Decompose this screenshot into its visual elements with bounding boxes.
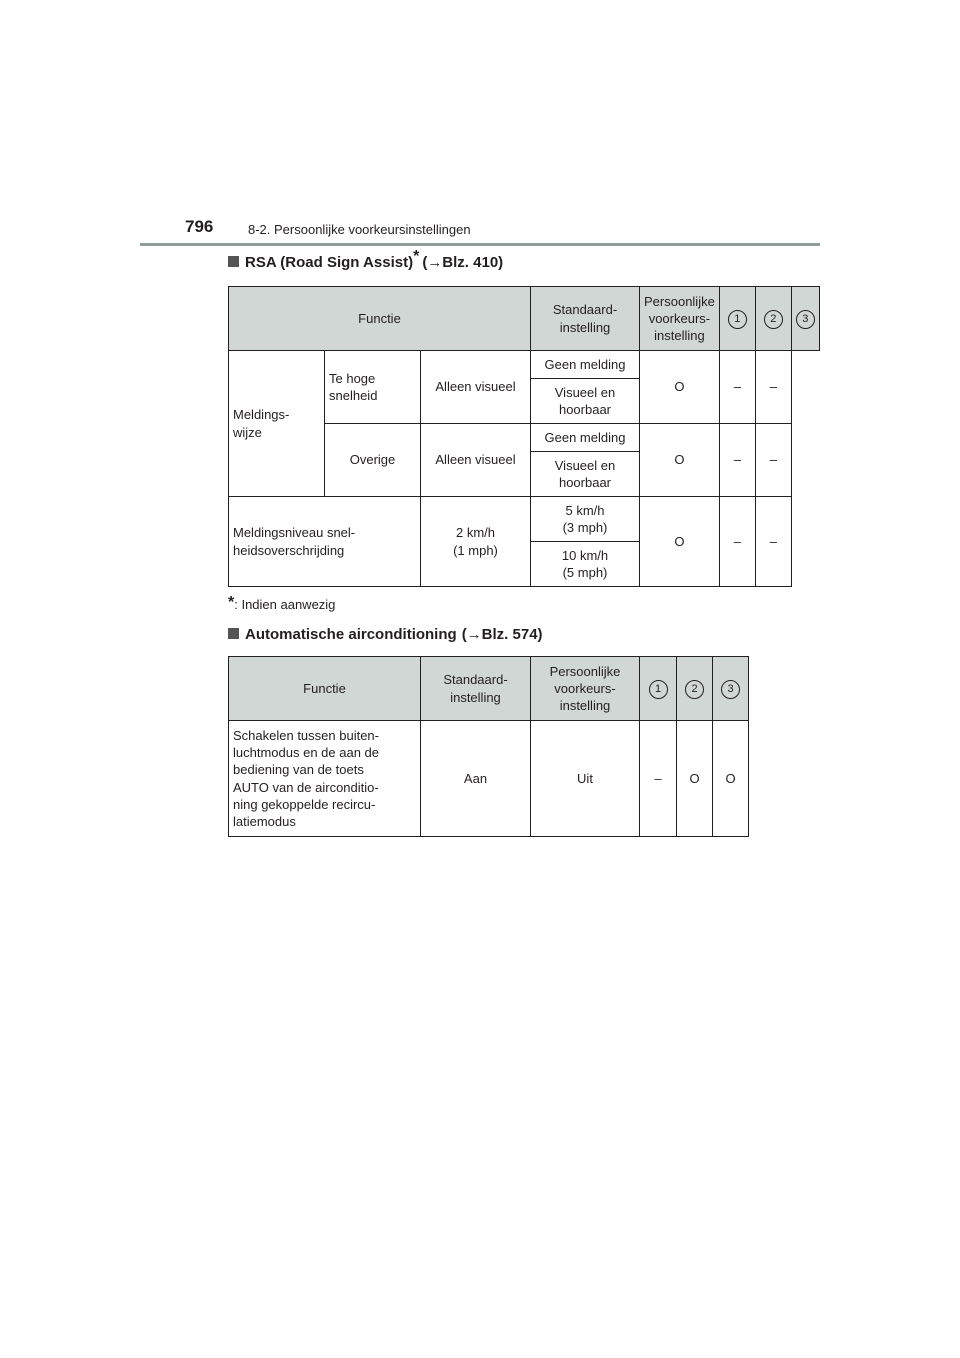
footnote	[228, 596, 335, 614]
col-custom: Persoonlijke voorkeurs- instelling	[531, 657, 640, 721]
section-title: 8-2. Persoonlijke voorkeursinstellingen	[248, 222, 471, 237]
rsa-settings-table	[228, 286, 820, 587]
col-option-1	[640, 657, 677, 721]
header-divider	[140, 243, 820, 246]
circled-1-icon: 1	[649, 680, 668, 699]
mark-3: –	[755, 424, 791, 497]
aircon-settings-table	[228, 656, 749, 837]
footnote-text: : Indien aanwezig	[234, 597, 336, 612]
mark-1: O	[640, 497, 720, 587]
rsa-heading	[228, 248, 504, 272]
aircon-heading-title: Automatische airconditioning	[245, 626, 457, 643]
row-option: 5 km/h (3 mph)	[531, 497, 640, 542]
mark-3: –	[755, 497, 791, 587]
mark-1: O	[640, 424, 720, 497]
row-custom: Uit	[531, 721, 640, 837]
mark-3: –	[755, 351, 791, 424]
mark-2: –	[719, 497, 755, 587]
row-default: Alleen visueel	[421, 424, 531, 497]
asterisk-icon: *	[413, 248, 420, 265]
aircon-heading	[228, 626, 543, 643]
row-sub-label: Te hoge snelheid	[325, 351, 421, 424]
row-option: Visueel en hoorbaar	[531, 452, 640, 497]
row-label: Schakelen tussen buiten- luchtmodus en de aan de bediening van de toets AUTO van de airconditio- ning gekoppelde recircu- latiemodus	[229, 721, 421, 837]
col-option-1	[719, 287, 755, 351]
mark-2: –	[719, 351, 755, 424]
col-function: Functie	[229, 287, 531, 351]
group-label: Meldings- wijze	[229, 351, 325, 497]
row-option: Visueel en hoorbaar	[531, 379, 640, 424]
mark-2: O	[677, 721, 713, 837]
row-option: Geen melding	[531, 351, 640, 379]
circled-3-icon: 3	[721, 680, 740, 699]
asterisk-icon: *	[228, 594, 235, 611]
table-row	[229, 351, 820, 379]
circled-3-icon: 3	[796, 310, 815, 329]
circled-2-icon: 2	[764, 310, 783, 329]
row-sub-label: Overige	[325, 424, 421, 497]
col-option-2	[755, 287, 791, 351]
table-header-row	[229, 287, 820, 351]
circled-1-icon: 1	[728, 310, 747, 329]
table-row	[229, 497, 820, 542]
row-option: Geen melding	[531, 424, 640, 452]
bullet-square-icon	[228, 628, 239, 639]
col-option-3	[791, 287, 819, 351]
col-function: Functie	[229, 657, 421, 721]
row-option: 10 km/h (5 mph)	[531, 542, 640, 587]
col-option-3	[713, 657, 749, 721]
rsa-heading-title: RSA (Road Sign Assist)	[245, 254, 414, 271]
mark-2: –	[719, 424, 755, 497]
mark-3: O	[713, 721, 749, 837]
row-label: Meldingsniveau snel- heidsoverschrijding	[229, 497, 421, 587]
row-default: Aan	[421, 721, 531, 837]
circled-2-icon: 2	[685, 680, 704, 699]
table-header-row	[229, 657, 749, 721]
row-default: Alleen visueel	[421, 351, 531, 424]
table-row	[229, 721, 749, 837]
col-default: Standaard- instelling	[531, 287, 640, 351]
mark-1: O	[640, 351, 720, 424]
col-custom: Persoonlijke voorkeurs- instelling	[640, 287, 720, 351]
row-default: 2 km/h (1 mph)	[421, 497, 531, 587]
bullet-square-icon	[228, 256, 239, 267]
page-number: 796	[185, 217, 214, 236]
col-option-2	[677, 657, 713, 721]
aircon-heading-ref: (→Blz. 574)	[461, 626, 543, 643]
rsa-heading-ref: (→Blz. 410)	[422, 254, 504, 271]
mark-1: –	[640, 721, 677, 837]
col-default: Standaard- instelling	[421, 657, 531, 721]
